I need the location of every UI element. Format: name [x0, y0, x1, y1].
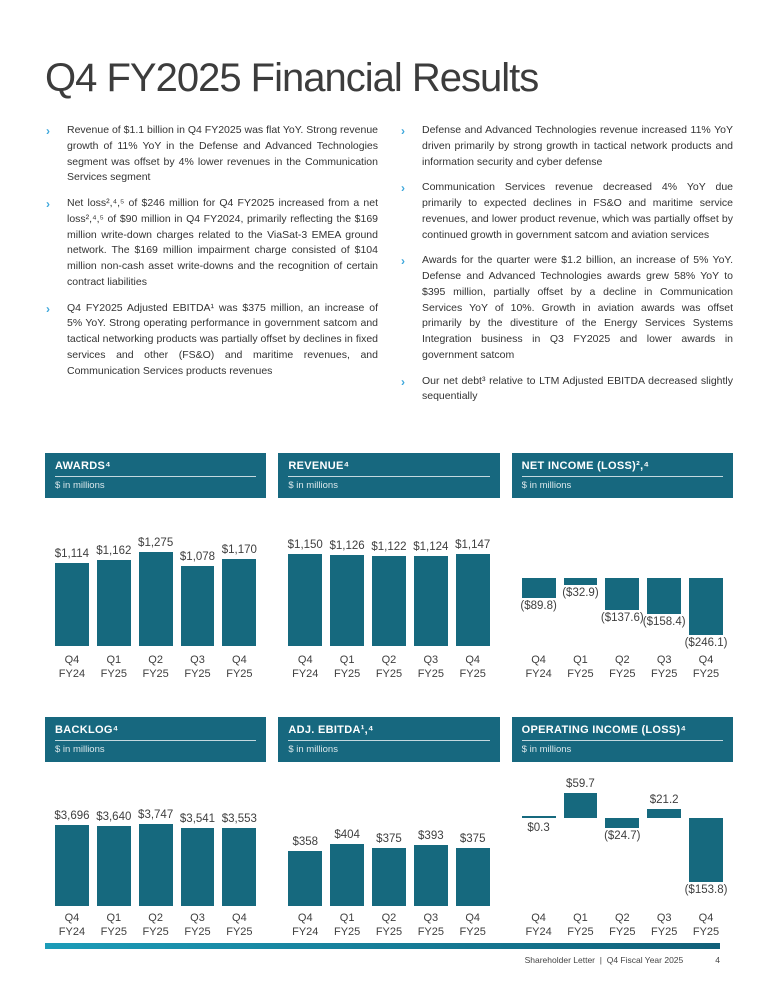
chart-plot-area — [512, 498, 733, 650]
chart-plot-area — [45, 762, 266, 908]
chart-revenue — [278, 453, 499, 681]
category-label: Q4 FY25 — [692, 911, 720, 939]
bar-value-label: ($153.8) — [684, 884, 728, 897]
bar-column — [284, 498, 326, 650]
bar-value-label: $375 — [376, 833, 402, 846]
bullet-item — [45, 123, 378, 186]
chart-header — [512, 717, 733, 762]
chart-category-axis — [512, 653, 733, 682]
chart-header — [45, 717, 266, 762]
category-label: Q1 FY25 — [333, 911, 361, 939]
page-title: Q4 FY2025 Financial Results — [45, 56, 539, 100]
bar-value-label: $3,696 — [54, 809, 90, 822]
bar — [414, 845, 448, 905]
bar-value-label: $3,640 — [96, 811, 132, 824]
bar-column — [51, 762, 93, 908]
bullet-text: Awards for the quarter were $1.2 billion, an increase of 5% YoY. Defense and Advanced Technologies awards grew 58% YoY to $395 million, partially offset by a decline in Communication Services YoY of 10%. Growth in aviation awards was offset primarily by the divestiture of the Energy Services Systems Integration business in Q3 FY2025 and lower awards in government satcom — [422, 254, 733, 361]
bar-column — [518, 762, 560, 908]
bar-value-label: $1,126 — [329, 540, 365, 553]
bar-column — [685, 498, 727, 650]
bullet-chevron-icon: › — [46, 301, 50, 316]
chart-plot-area — [278, 762, 499, 908]
bar — [55, 825, 89, 906]
category-label: Q3 FY25 — [184, 653, 211, 680]
bar — [222, 559, 256, 645]
bar-column — [410, 762, 452, 908]
bar-value-label: $1,122 — [371, 540, 407, 553]
bar — [139, 552, 173, 646]
bar — [288, 851, 322, 906]
bar-column — [685, 762, 727, 908]
chart-adj-ebitda — [278, 717, 499, 939]
chart-plot-area — [278, 498, 499, 650]
chart-subtitle: $ in millions — [55, 480, 105, 492]
footer-text-row — [45, 955, 720, 965]
bar — [522, 578, 556, 599]
bar-value-label: $3,553 — [221, 812, 257, 825]
bullet-item — [400, 374, 733, 406]
bar-column — [177, 762, 219, 908]
highlights-section — [45, 123, 733, 415]
bar-value-label: ($24.7) — [604, 830, 641, 843]
chart-title: AWARDS⁴ — [55, 460, 111, 472]
bar — [181, 566, 215, 645]
chart-category-axis — [278, 653, 499, 682]
category-label: Q1 FY25 — [567, 911, 594, 939]
bar-column — [93, 498, 135, 650]
bar — [55, 563, 89, 645]
bar-value-label: $3,747 — [138, 808, 174, 821]
category-label: Q3 FY25 — [184, 911, 211, 939]
bar-column — [93, 762, 135, 908]
bullet-item — [400, 180, 733, 243]
chart-header-rule — [522, 476, 723, 477]
bar-value-label: $375 — [459, 833, 486, 846]
chart-backlog — [45, 717, 266, 939]
footer-separator: | — [599, 955, 602, 965]
bar-value-label: ($158.4) — [642, 616, 686, 629]
chart-header — [45, 453, 266, 498]
bar-column — [452, 498, 494, 650]
bullet-chevron-icon: › — [401, 181, 405, 196]
bar-column — [135, 762, 177, 908]
chart-category-axis — [278, 911, 499, 940]
chart-grid — [45, 453, 733, 939]
bar-value-label: $0.3 — [527, 821, 550, 834]
highlights-column-left — [45, 123, 378, 415]
bullet-text: Communication Services revenue decreased 4% YoY due primarily to expected declines in FS&O and maritime service revenues, and lower product revenue, which was partially offset by continued growth in government satcom and aviation services — [422, 181, 733, 241]
bar-value-label: $1,124 — [413, 540, 449, 553]
bar — [372, 556, 406, 646]
chart-subtitle: $ in millions — [55, 744, 105, 756]
chart-subtitle: $ in millions — [288, 480, 338, 492]
bar — [97, 826, 131, 906]
bar-value-label: $1,150 — [287, 538, 323, 551]
bar — [372, 848, 406, 906]
bar — [647, 809, 681, 818]
bar-column — [368, 762, 410, 908]
bar-value-label: $1,078 — [179, 551, 216, 564]
category-label: Q4 FY25 — [459, 653, 486, 680]
bar — [689, 578, 723, 635]
chart-header — [278, 717, 499, 762]
chart-subtitle: $ in millions — [521, 744, 572, 756]
category-label: Q3 FY25 — [651, 911, 678, 939]
chart-title: OPERATING INCOME (LOSS)⁴ — [521, 724, 687, 737]
bullet-text: Our net debt³ relative to LTM Adjusted EBITDA decreased slightly sequentially — [422, 374, 733, 403]
bullet-text: Net loss²,⁴,⁵ of $246 million for Q4 FY2025 increased from a net loss²,⁴,⁵ of $90 million in Q4 FY2024, primarily reflecting the $169 million write-down charges related to the ViaSat-3 EMEA ground network. The $169 million impairment charge consisted of $104 million non-cash asset write-downs and the recognition of certain contract liabilities — [67, 197, 378, 288]
footer-accent-bar — [45, 943, 720, 949]
bullet-chevron-icon: › — [401, 124, 405, 138]
bullet-item — [45, 196, 378, 291]
chart-title: BACKLOG⁴ — [55, 724, 119, 737]
chart-header-rule — [522, 740, 723, 741]
bar — [181, 828, 215, 906]
chart-plot-area — [45, 498, 266, 650]
bar — [139, 824, 173, 906]
bar — [456, 848, 490, 906]
bar — [288, 554, 322, 646]
chart-category-axis — [512, 911, 733, 940]
bullet-text: Defense and Advanced Technologies revenue increased 11% YoY driven primarily by strong growth in tactical network products and information security and cyber defense — [422, 124, 733, 168]
bar-column — [218, 498, 260, 650]
bar-value-label: ($137.6) — [600, 611, 644, 624]
bullet-chevron-icon: › — [46, 197, 50, 211]
chart-title: REVENUE⁴ — [288, 460, 350, 472]
bullet-chevron-icon: › — [401, 374, 405, 389]
chart-category-axis — [45, 911, 266, 940]
bar-value-label: $59.7 — [566, 777, 595, 790]
chart-subtitle: $ in millions — [521, 480, 572, 492]
category-label: Q4 FY24 — [292, 911, 319, 939]
chart-header — [278, 453, 499, 498]
bar-value-label: $21.2 — [649, 793, 679, 806]
chart-header-rule — [55, 476, 256, 477]
chart-net-income-loss — [512, 453, 733, 681]
bar-value-label: $358 — [292, 835, 319, 848]
category-label: Q4 FY24 — [58, 911, 86, 939]
category-label: Q4 FY25 — [459, 911, 486, 939]
chart-header-rule — [288, 476, 489, 477]
bar-column — [643, 498, 685, 650]
chart-title: ADJ. EBITDA¹,⁴ — [288, 724, 374, 737]
bar-value-label: $1,162 — [96, 544, 132, 557]
bar — [605, 818, 639, 828]
bar-column — [135, 498, 177, 650]
bar-value-label: $404 — [334, 828, 360, 841]
bar-column — [177, 498, 219, 650]
bar-column — [560, 498, 602, 650]
footer-doc-label: Shareholder Letter | Q4 Fiscal Year 2025 — [524, 955, 684, 965]
bar-value-label: ($89.8) — [520, 600, 557, 613]
bar — [605, 578, 639, 610]
category-label: Q3 FY25 — [417, 911, 444, 939]
bullet-chevron-icon: › — [401, 254, 405, 269]
category-label: Q4 FY24 — [525, 911, 552, 939]
category-label: Q2 FY25 — [142, 911, 169, 939]
bar-column — [326, 498, 368, 650]
chart-header-rule — [288, 740, 489, 741]
category-label: Q4 FY25 — [226, 911, 253, 939]
category-label: Q2 FY25 — [609, 911, 636, 939]
bar-value-label: $1,114 — [54, 548, 90, 561]
footer-period-label: Q4 Fiscal Year 2025 — [606, 955, 684, 965]
bar-value-label: $393 — [418, 830, 444, 843]
bar-value-label: ($246.1) — [684, 636, 728, 649]
bullet-item — [45, 301, 378, 380]
category-label: Q4 FY25 — [226, 653, 253, 680]
bar — [222, 828, 256, 906]
category-label: Q3 FY25 — [651, 653, 678, 680]
bar-column — [601, 762, 643, 908]
bar-column — [326, 762, 368, 908]
bar-value-label: $1,170 — [221, 544, 257, 557]
chart-operating-income-loss — [512, 717, 733, 939]
bar-column — [284, 762, 326, 908]
bar — [564, 578, 598, 586]
bar — [522, 816, 556, 818]
bar-column — [601, 498, 643, 650]
footer-page-number: 4 — [715, 955, 720, 965]
bar — [456, 554, 490, 646]
bar — [689, 818, 723, 883]
bar-value-label: $1,275 — [138, 536, 174, 549]
bar-column — [452, 762, 494, 908]
category-label: Q1 FY25 — [100, 653, 127, 680]
chart-title: NET INCOME (LOSS)²,⁴ — [521, 460, 650, 472]
bar-value-label: ($32.9) — [562, 587, 599, 600]
chart-header — [512, 453, 733, 498]
bar-column — [51, 498, 93, 650]
bar — [330, 844, 364, 906]
bullet-chevron-icon: › — [46, 124, 50, 138]
bar-column — [560, 762, 602, 908]
category-label: Q2 FY25 — [142, 653, 169, 680]
bar-column — [218, 762, 260, 908]
category-label: Q2 FY25 — [375, 911, 403, 939]
category-label: Q4 FY24 — [525, 653, 552, 680]
category-label: Q2 FY25 — [609, 653, 636, 680]
bar — [97, 560, 131, 646]
page-footer — [45, 943, 720, 965]
bar-column — [643, 762, 685, 908]
bullet-text: Q4 FY2025 Adjusted EBITDA¹ was $375 million, an increase of 5% YoY. Strong operating performance in government satcom and tactical networking products was partially offset by declines in fixed services and other (FS&O) and maritime revenues, and Communication Services products revenues — [67, 301, 378, 377]
category-label: Q4 FY25 — [692, 653, 720, 680]
bar — [647, 578, 681, 615]
category-label: Q2 FY25 — [375, 653, 403, 680]
bullet-item — [400, 123, 733, 170]
chart-subtitle: $ in millions — [288, 744, 338, 756]
bar-column — [518, 498, 560, 650]
category-label: Q1 FY25 — [567, 653, 594, 680]
bar-value-label: $1,147 — [455, 538, 491, 551]
bar-column — [368, 498, 410, 650]
bar-value-label: $3,541 — [179, 813, 216, 826]
bar — [414, 556, 448, 646]
chart-awards — [45, 453, 266, 681]
category-label: Q3 FY25 — [417, 653, 444, 680]
category-label: Q4 FY24 — [292, 653, 319, 680]
category-label: Q4 FY24 — [58, 653, 86, 680]
bar — [564, 793, 598, 818]
chart-header-rule — [55, 740, 256, 741]
bullet-item — [400, 253, 733, 363]
category-label: Q1 FY25 — [100, 911, 127, 939]
highlights-column-right — [400, 123, 733, 415]
chart-category-axis — [45, 653, 266, 682]
chart-plot-area — [512, 762, 733, 908]
bar-column — [410, 498, 452, 650]
bullet-text: Revenue of $1.1 billion in Q4 FY2025 was flat YoY. Strong revenue growth of 11% YoY in the Defense and Advanced Technologies segment was offset by 4% lower revenues in the Communication Services segment — [67, 124, 378, 184]
category-label: Q1 FY25 — [333, 653, 361, 680]
bar — [330, 555, 364, 645]
